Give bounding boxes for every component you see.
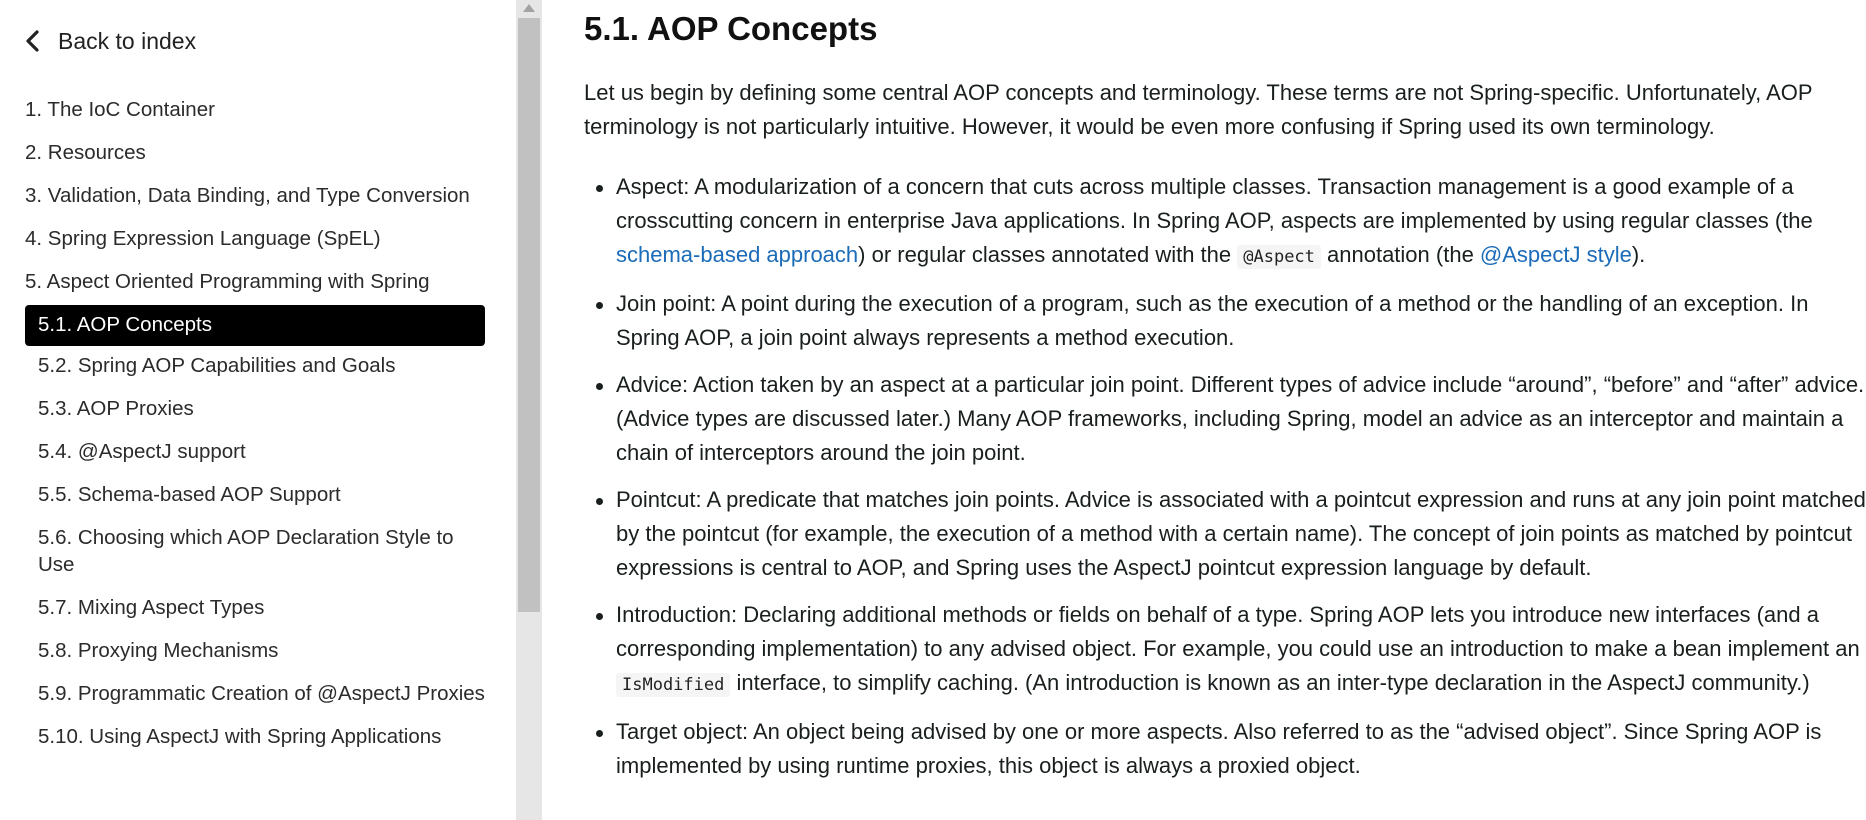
scroll-up-arrow-icon[interactable]: [523, 4, 535, 12]
bullet-icon: [596, 185, 603, 192]
target-object-text: Target object: An object being advised by one or more aspects. Also referred to as the “advised object”. Since Spring AOP is implemented by using runtime proxies, this object is always a proxied object.: [616, 719, 1822, 778]
bullet-icon: [596, 613, 603, 620]
toc-item-schema-based[interactable]: 5.5. Schema-based AOP Support: [38, 483, 341, 506]
introduction-text-post: interface, to simplify caching. (An introduction is known as an inter-type declaration in the AspectJ community.): [730, 670, 1810, 695]
sidebar: [0, 0, 516, 820]
back-label: Back to index: [58, 27, 197, 54]
bullet-icon: [596, 383, 603, 390]
toc-item-spel[interactable]: 4. Spring Expression Language (SpEL): [25, 227, 381, 250]
list-item-advice: [584, 368, 1866, 470]
toc-item-using-aspectj[interactable]: 5.10. Using AspectJ with Spring Applications: [38, 725, 442, 748]
toc-item-aop-proxies[interactable]: 5.3. AOP Proxies: [38, 397, 194, 420]
pointcut-text: Pointcut: A predicate that matches join points. Advice is associated with a pointcut expression and runs at any join point matched by the pointcut (for example, the execution of a method with a certain name). The concept of join points as matched by pointcut expressions is central to AOP, and Spring uses the AspectJ pointcut expression language by default.: [616, 487, 1866, 580]
toc-item-ioc-container[interactable]: 1. The IoC Container: [25, 98, 215, 121]
toc-item-aop-concepts[interactable]: 5.1. AOP Concepts: [25, 305, 485, 346]
toc-item-aop-capabilities[interactable]: 5.2. Spring AOP Capabilities and Goals: [38, 354, 396, 377]
page-title: 5.1. AOP Concepts: [584, 10, 878, 47]
toc-item-aop[interactable]: 5. Aspect Oriented Programming with Spring: [25, 270, 430, 293]
chevron-left-icon: [24, 30, 42, 52]
toc-item-aspectj-support[interactable]: 5.4. @AspectJ support: [38, 440, 246, 463]
concepts-list: [584, 170, 1866, 796]
join-point-text: Join point: A point during the execution of a program, such as the execution of a method or the handling of an exception. In Spring AOP, a join point always represents a method execution.: [616, 291, 1809, 350]
main-content: [584, 0, 1866, 820]
list-item-join-point: [584, 287, 1866, 355]
scrollbar-thumb[interactable]: [518, 18, 540, 612]
bullet-icon: [596, 302, 603, 309]
aspect-text-pre: Aspect: A modularization of a concern that cuts across multiple classes. Transaction management is a good example of a crosscutting concern in enterprise Java applications. In Spring AOP, aspects are implemented by using regular classes (the: [616, 174, 1813, 233]
aspect-text-mid: ) or regular classes annotated with the: [858, 242, 1238, 267]
toc-nav: [25, 90, 485, 760]
aspect-text-post: ).: [1631, 242, 1646, 267]
list-item-introduction: [584, 598, 1866, 702]
advice-text: Advice: Action taken by an aspect at a particular join point. Different types of advice include “around”, “before” and “after” advice. (Advice types are discussed later.) Many AOP frameworks, including Spring, model an advice as an interceptor and maintain a chain of interceptors around the join point.: [616, 372, 1865, 465]
list-item-aspect: [584, 170, 1866, 274]
toc-item-validation[interactable]: 3. Validation, Data Binding, and Type Conversion: [25, 184, 470, 207]
list-item-target-object: [584, 715, 1866, 783]
schema-based-approach-link[interactable]: schema-based approach: [616, 242, 859, 267]
toc-item-mixing-aspect-types[interactable]: 5.7. Mixing Aspect Types: [38, 596, 265, 619]
intro-paragraph: Let us begin by defining some central AOP concepts and terminology. These terms are not Spring-specific. Unfortunately, AOP terminology is not particularly intuitive. However, it would be even more confusing if Spring used its own terminology.: [584, 80, 1813, 139]
bullet-icon: [596, 730, 603, 737]
list-item-pointcut: [584, 483, 1866, 585]
introduction-text-pre: Introduction: Declaring additional methods or fields on behalf of a type. Spring AOP lets you introduce new interfaces (and a corresponding implementation) to any advised object. For example, you could use an introduction to make a bean implement an: [616, 602, 1860, 661]
back-to-index-link[interactable]: [24, 26, 196, 56]
aspectj-style-link[interactable]: @AspectJ style: [1479, 242, 1632, 267]
toc-item-declaration-style[interactable]: 5.6. Choosing which AOP Declaration Style to Use: [38, 526, 454, 576]
toc-item-programmatic-creation[interactable]: 5.9. Programmatic Creation of @AspectJ Proxies: [38, 682, 485, 705]
bullet-icon: [596, 498, 603, 505]
ismodified-code: IsModified: [616, 673, 730, 697]
aspect-annotation-code: @Aspect: [1237, 245, 1321, 269]
toc-item-proxying-mechanisms[interactable]: 5.8. Proxying Mechanisms: [38, 639, 279, 662]
aspect-text-mid2: annotation (the: [1320, 242, 1480, 267]
sidebar-scrollbar[interactable]: [516, 0, 542, 820]
toc-item-resources[interactable]: 2. Resources: [25, 141, 146, 164]
